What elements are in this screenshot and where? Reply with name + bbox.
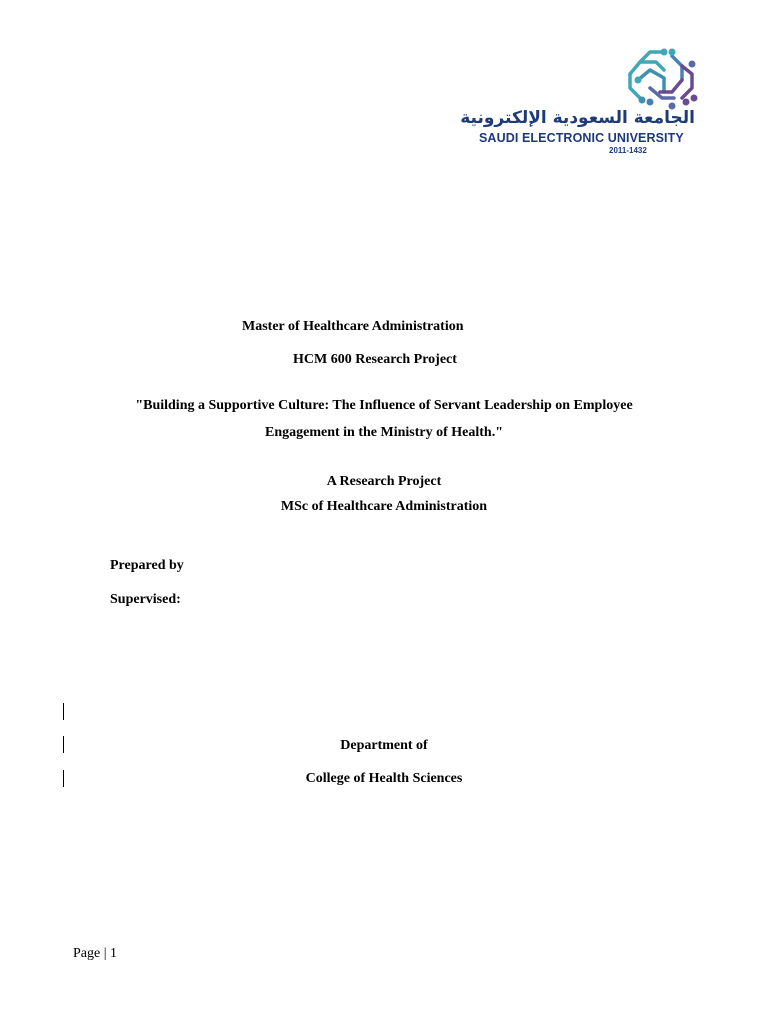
college-name: College of Health Sciences [305,771,463,786]
course-title: HCM 600 Research Project [293,352,457,367]
program-title: Master of Healthcare Administration [242,319,464,334]
supervised-label: Supervised: [110,592,181,607]
logo-arabic-name: الجامعة السعودية الإلكترونية [460,108,695,128]
department-label: Department of [340,738,428,753]
page-number: Page | 1 [73,946,118,961]
logo-years: 2011-1432 [609,146,647,155]
research-title-line-1: "Building a Supportive Culture: The Influence of Servant Leadership on Employee [135,398,633,413]
degree-name: MSc of Healthcare Administration [280,499,488,514]
text-cursor[interactable] [63,703,64,720]
project-type: A Research Project [326,474,442,489]
university-emblem-icon [620,40,700,112]
logo-english-name: SAUDI ELECTRONIC UNIVERSITY [479,131,684,145]
university-logo [440,40,700,160]
research-title-line-2: Engagement in the Ministry of Health." [265,425,503,440]
prepared-by-label: Prepared by [110,558,184,573]
